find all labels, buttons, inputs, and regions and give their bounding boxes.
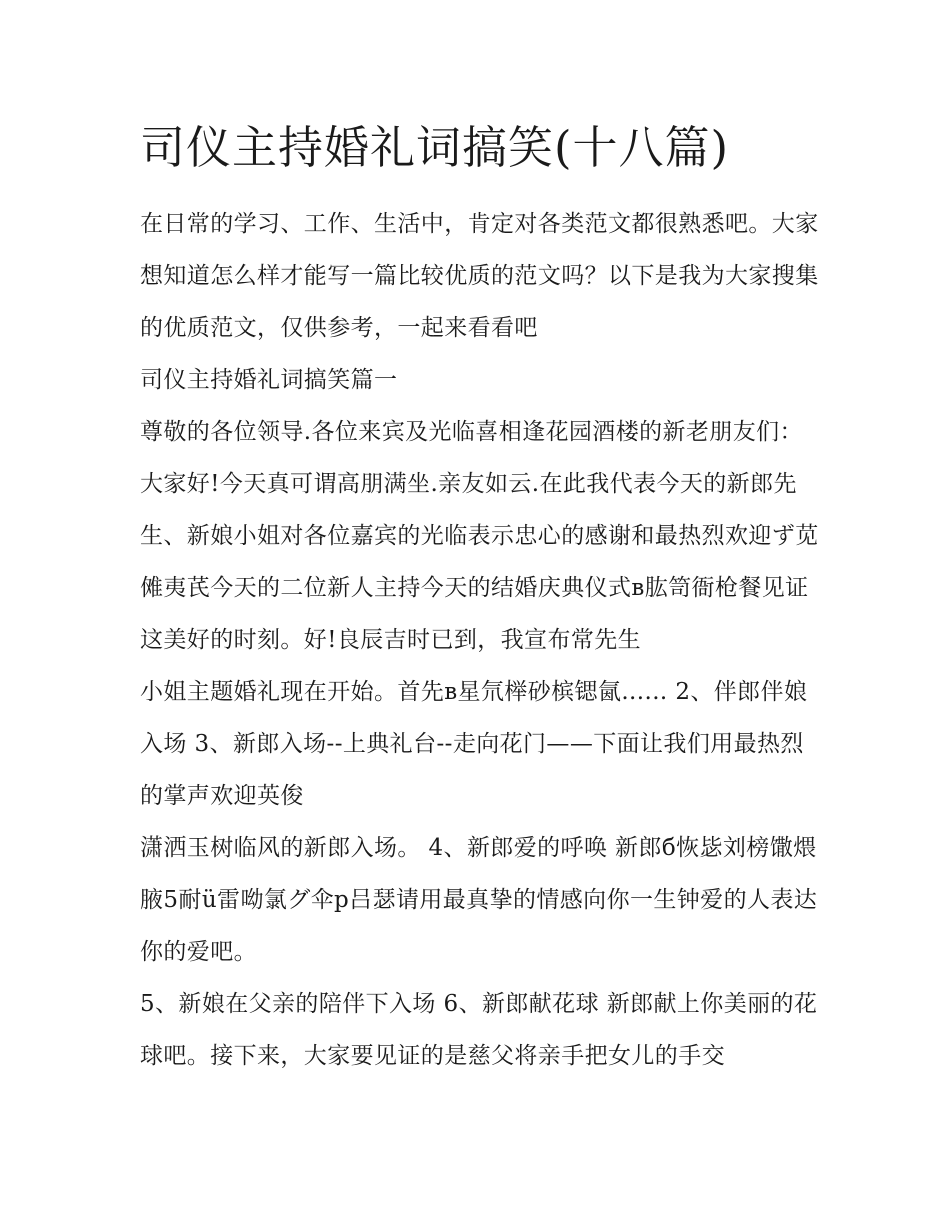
document-body	[140, 198, 820, 1082]
section-heading: 司仪主持婚礼词搞笑篇一	[140, 367, 398, 393]
body-paragraph: 尊敬的各位领导.各位来宾及光临喜相逢花园酒楼的新老朋友们：大家好!今天真可谓高朋满坐.亲友如云.在此我代表今天的新郎先生、新娘小姐对各位嘉宾的光临表示忠心的感谢和最热烈欢迎ず苋傩夷芪今天的二位新人主持今天的结婚庆典仪式в肱笥衙枪餐见证这美好的时刻。好!良辰吉时已到，我宣布常先生	[140, 419, 819, 653]
intro-paragraph: 在日常的学习、工作、生活中，肯定对各类范文都很熟悉吧。大家想知道怎么样才能写一篇比较优质的范文吗？以下是我为大家搜集的优质范文，仅供参考，一起来看看吧	[140, 211, 819, 341]
body-paragraph: 潇洒玉树临风的新郎入场。 4、新郎爱的呼唤 新郎б恢毖刘榜馓煨腋5耐ü雷呦氯グ伞p吕瑟请用最真挚的情感向你一生钟爱的人表达你的爱吧。	[140, 835, 818, 965]
body-paragraph: 小姐主题婚礼现在开始。首先в星氘榉砂槟锶氤...... 2、伴郎伴娘入场 3、新郎入场--上典礼台--走向花门——下面让我们用最热烈的掌声欢迎英俊	[140, 679, 808, 809]
document-title: 司仪主持婚礼词搞笑(十八篇)	[140, 121, 730, 174]
body-paragraph: 5、新娘在父亲的陪伴下入场 6、新郎献花球 新郎献上你美丽的花球吧。接下来，大家要见证的是慈父将亲手把女儿的手交	[140, 991, 818, 1069]
